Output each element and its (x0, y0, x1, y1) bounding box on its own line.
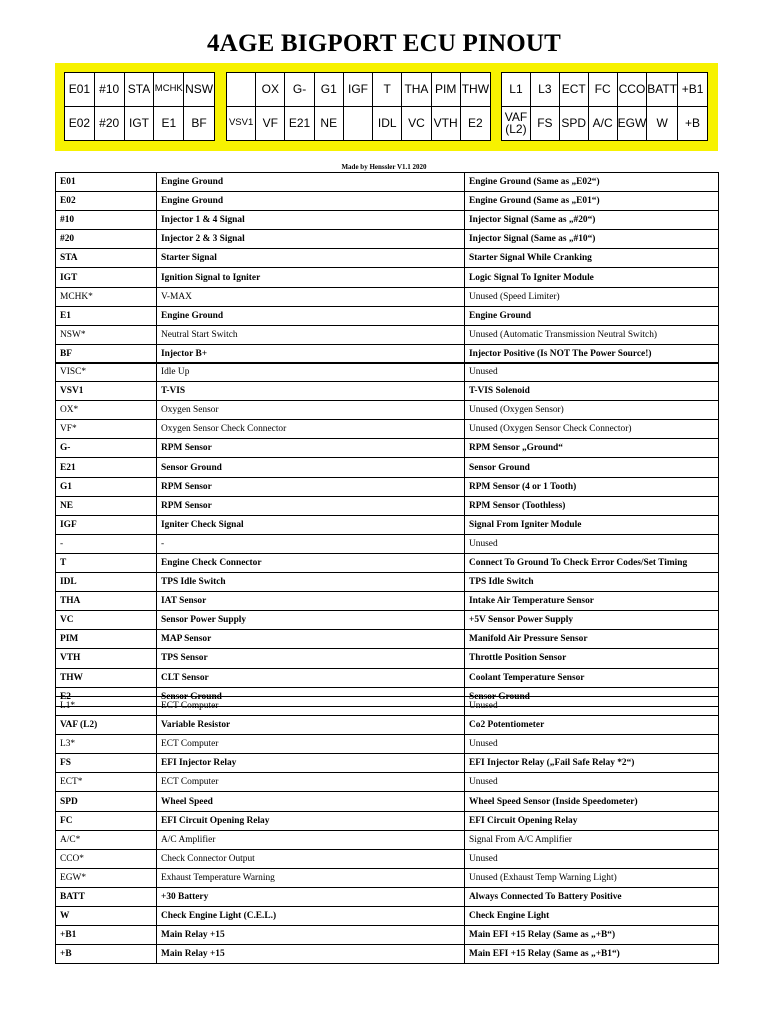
table-row (56, 534, 719, 553)
description-cell: Unused (Oxygen Sensor Check Connector) (465, 420, 719, 439)
description-cell: Unused (465, 534, 719, 553)
pin-cell: G1 (56, 477, 157, 496)
description-cell: Signal From Igniter Module (465, 515, 719, 534)
table-row (56, 192, 719, 211)
table-row (56, 945, 719, 964)
connector-pin: G- (285, 73, 314, 107)
description-cell: Unused (465, 697, 719, 716)
pinout-table-1 (55, 172, 719, 364)
connector-pin: L3 (531, 73, 560, 107)
description-cell: Starter Signal While Cranking (465, 249, 719, 268)
connector-pin: THA (402, 73, 431, 107)
description-cell: Main EFI +15 Relay (Same as „+B1“) (465, 945, 719, 964)
description-cell: +5V Sensor Power Supply (465, 611, 719, 630)
description-cell: Unused (Speed Limiter) (465, 287, 719, 306)
function-cell: - (157, 534, 465, 553)
pin-cell: G- (56, 439, 157, 458)
function-cell: Check Engine Light (C.E.L.) (157, 907, 465, 926)
description-cell: Unused (465, 849, 719, 868)
pin-cell: IGT (56, 268, 157, 287)
function-cell: Variable Resistor (157, 716, 465, 735)
function-cell: Sensor Power Supply (157, 611, 465, 630)
table-row (56, 306, 719, 325)
table-row (56, 630, 719, 649)
pin-cell: T (56, 553, 157, 572)
table-row (56, 420, 719, 439)
connector-pin: NSW (184, 73, 214, 107)
function-cell: Injector 1 & 4 Signal (157, 211, 465, 230)
connector-pin: IGT (125, 107, 155, 141)
table-row (56, 773, 719, 792)
function-cell: T-VIS (157, 382, 465, 401)
table-row (56, 573, 719, 592)
pin-cell: E2 (56, 687, 157, 706)
pin-cell: VC (56, 611, 157, 630)
connector-pin: E2 (468, 116, 483, 131)
description-cell: Coolant Temperature Sensor (465, 668, 719, 687)
function-cell: CLT Sensor (157, 668, 465, 687)
table-row (56, 401, 719, 420)
function-cell: Oxygen Sensor (157, 401, 465, 420)
description-cell: Co2 Potentiometer (465, 716, 719, 735)
function-cell: TPS Sensor (157, 649, 465, 668)
connector-pin: VAF (L2) (502, 107, 531, 141)
connector-pin: +B1 (678, 73, 707, 107)
table-row (56, 325, 719, 344)
table-row (56, 830, 719, 849)
pin-cell: BATT (56, 887, 157, 906)
description-cell: Sensor Ground (465, 458, 719, 477)
pin-cell: E21 (56, 458, 157, 477)
description-cell: Sensor Ground (465, 687, 719, 706)
description-cell: Main EFI +15 Relay (Same as „+B“) (465, 926, 719, 945)
credit-line: Made by Henssler V1.1 2020 (341, 163, 427, 171)
pin-cell: THA (56, 592, 157, 611)
connector-pin: A/C (589, 107, 618, 141)
pin-cell: OX* (56, 401, 157, 420)
table-row (56, 496, 719, 515)
pin-cell: E01 (56, 173, 157, 192)
table-row (56, 849, 719, 868)
function-cell: Main Relay +15 (157, 945, 465, 964)
description-cell: Injector Signal (Same as „#10“) (465, 230, 719, 249)
function-cell: ECT Computer (157, 773, 465, 792)
description-cell: Check Engine Light (465, 907, 719, 926)
function-cell: Injector 2 & 3 Signal (157, 230, 465, 249)
description-cell: Logic Signal To Igniter Module (465, 268, 719, 287)
connector-pin: G1 (315, 73, 344, 107)
description-cell: Connect To Ground To Check Error Codes/Set Timing (465, 553, 719, 572)
pin-cell: VISC* (56, 363, 157, 382)
table-row (56, 649, 719, 668)
connector-pin: +B (685, 116, 701, 131)
description-cell: RPM Sensor (4 or 1 Tooth) (465, 477, 719, 496)
description-cell: Always Connected To Battery Positive (465, 887, 719, 906)
pin-cell: A/C* (56, 830, 157, 849)
table-row (56, 439, 719, 458)
function-cell: ECT Computer (157, 697, 465, 716)
function-cell: Sensor Ground (157, 458, 465, 477)
pin-cell: W (56, 907, 157, 926)
table-row (56, 268, 719, 287)
function-cell: V-MAX (157, 287, 465, 306)
table-row (56, 754, 719, 773)
table-row (56, 668, 719, 687)
function-cell: TPS Idle Switch (157, 573, 465, 592)
connector-pin: THW (461, 73, 490, 107)
function-cell: Engine Ground (157, 192, 465, 211)
table-row (56, 211, 719, 230)
connector-pin: STA (125, 73, 155, 107)
description-cell: Unused (Oxygen Sensor) (465, 401, 719, 420)
connector-pin: VC (402, 107, 431, 141)
connector-pin: FS (531, 107, 560, 141)
pin-cell: ECT* (56, 773, 157, 792)
pin-cell: THW (56, 668, 157, 687)
connector-pin: #20 (95, 107, 125, 141)
function-cell: +30 Battery (157, 887, 465, 906)
pin-cell: CCO* (56, 849, 157, 868)
table-row (56, 716, 719, 735)
table-row (56, 926, 719, 945)
table-row (56, 553, 719, 572)
table-row (56, 363, 719, 382)
connector-pin (344, 107, 373, 141)
connector-pin: VSV1 (227, 107, 256, 141)
pin-cell: - (56, 534, 157, 553)
function-cell: Sensor Ground (157, 687, 465, 706)
function-cell: EFI Injector Relay (157, 754, 465, 773)
table-row (56, 477, 719, 496)
table-row (56, 592, 719, 611)
connector-block-1 (64, 72, 215, 141)
connector-pin: FC (589, 73, 618, 107)
description-cell: Engine Ground (465, 306, 719, 325)
pinout-table-3 (55, 696, 719, 964)
function-cell: A/C Amplifier (157, 830, 465, 849)
pin-cell: VTH (56, 649, 157, 668)
connector-pin: ECT (560, 73, 589, 107)
connector-pin: E02 (65, 107, 95, 141)
description-cell: RPM Sensor „Ground“ (465, 439, 719, 458)
description-cell: Wheel Speed Sensor (Inside Speedometer) (465, 792, 719, 811)
connector-pin: SPD (560, 107, 589, 141)
pin-cell: VSV1 (56, 382, 157, 401)
table-row (56, 515, 719, 534)
pin-cell: IGF (56, 515, 157, 534)
connector-pin: E21 (285, 107, 314, 141)
pin-cell: STA (56, 249, 157, 268)
table-row (56, 344, 719, 363)
table-row (56, 792, 719, 811)
description-cell: Manifold Air Pressure Sensor (465, 630, 719, 649)
function-cell: RPM Sensor (157, 477, 465, 496)
function-cell: Engine Ground (157, 306, 465, 325)
function-cell: Starter Signal (157, 249, 465, 268)
function-cell: Neutral Start Switch (157, 325, 465, 344)
pin-cell: EGW* (56, 868, 157, 887)
pin-cell: #20 (56, 230, 157, 249)
table-row (56, 382, 719, 401)
page-title: 4AGE BIGPORT ECU PINOUT (206, 30, 561, 57)
pin-cell: SPD (56, 792, 157, 811)
function-cell: Injector B+ (157, 344, 465, 363)
pin-cell: BF (56, 344, 157, 363)
table-row (56, 907, 719, 926)
description-cell: Unused (465, 773, 719, 792)
description-cell: Injector Signal (Same as „#20“) (465, 211, 719, 230)
pin-cell: #10 (56, 211, 157, 230)
function-cell: Exhaust Temperature Warning (157, 868, 465, 887)
table-row (56, 287, 719, 306)
connector-pin: W (647, 107, 678, 141)
pin-cell: FS (56, 754, 157, 773)
table-row (56, 735, 719, 754)
function-cell: ECT Computer (157, 735, 465, 754)
description-cell: Signal From A/C Amplifier (465, 830, 719, 849)
table-row (56, 887, 719, 906)
connector-pin: E1 (154, 107, 184, 141)
table-row (56, 611, 719, 630)
function-cell: Engine Check Connector (157, 553, 465, 572)
connector-pin: T (373, 73, 402, 107)
pin-cell: E02 (56, 192, 157, 211)
pin-cell: VAF (L2) (56, 716, 157, 735)
pin-cell: NE (56, 496, 157, 515)
pin-cell: FC (56, 811, 157, 830)
function-cell: Main Relay +15 (157, 926, 465, 945)
function-cell: MAP Sensor (157, 630, 465, 649)
description-cell: TPS Idle Switch (465, 573, 719, 592)
function-cell: IAT Sensor (157, 592, 465, 611)
connector-pin: IGF (344, 73, 373, 107)
description-cell: Engine Ground (Same as „E01“) (465, 192, 719, 211)
connector-pin: IDL (373, 107, 402, 141)
description-cell: Throttle Position Sensor (465, 649, 719, 668)
pin-cell: IDL (56, 573, 157, 592)
connector-pin: BATT (647, 73, 678, 107)
table-row (56, 868, 719, 887)
table-row (56, 458, 719, 477)
description-cell: RPM Sensor (Toothless) (465, 496, 719, 515)
connector-pin: VTH (432, 107, 461, 141)
description-cell: Injector Positive (Is NOT The Power Source!) (465, 344, 719, 363)
table-row (56, 173, 719, 192)
table-row (56, 230, 719, 249)
connector-pin: OX (256, 73, 285, 107)
description-cell: Engine Ground (Same as „E02“) (465, 173, 719, 192)
connector-pin: MCHK (154, 73, 184, 107)
function-cell: EFI Circuit Opening Relay (157, 811, 465, 830)
connector-pin: E01 (65, 73, 95, 107)
connector-pin: EGW (618, 107, 648, 141)
pin-cell: +B (56, 945, 157, 964)
table-row (56, 249, 719, 268)
connector-pin: PIM (432, 73, 461, 107)
connector-block-3 (501, 72, 708, 141)
description-cell: Unused (Automatic Transmission Neutral Switch) (465, 325, 719, 344)
pin-cell: L1* (56, 697, 157, 716)
pin-cell: +B1 (56, 926, 157, 945)
description-cell: Intake Air Temperature Sensor (465, 592, 719, 611)
connector-pin (227, 73, 256, 107)
description-cell: Unused (465, 363, 719, 382)
connector-pin: BF (191, 116, 207, 131)
pin-cell: MCHK* (56, 287, 157, 306)
connector-pin: VF (256, 107, 285, 141)
table-row (56, 697, 719, 716)
description-cell: EFI Injector Relay („Fail Safe Relay *2“) (465, 754, 719, 773)
connector-pin: L1 (502, 73, 531, 107)
pin-cell: NSW* (56, 325, 157, 344)
pin-cell: VF* (56, 420, 157, 439)
description-cell: Unused (465, 735, 719, 754)
pinout-table-2 (55, 362, 719, 707)
pin-cell: L3* (56, 735, 157, 754)
function-cell: Wheel Speed (157, 792, 465, 811)
ecu-connector-diagram (55, 63, 718, 151)
function-cell: Check Connector Output (157, 849, 465, 868)
description-cell: Unused (Exhaust Temp Warning Light) (465, 868, 719, 887)
function-cell: Engine Ground (157, 173, 465, 192)
function-cell: Oxygen Sensor Check Connector (157, 420, 465, 439)
pin-cell: E1 (56, 306, 157, 325)
function-cell: Igniter Check Signal (157, 515, 465, 534)
function-cell: Idle Up (157, 363, 465, 382)
connector-pin: #10 (95, 73, 125, 107)
connector-pin: CCO (618, 73, 648, 107)
pin-cell: PIM (56, 630, 157, 649)
description-cell: T-VIS Solenoid (465, 382, 719, 401)
connector-block-2 (226, 72, 491, 141)
function-cell: RPM Sensor (157, 496, 465, 515)
description-cell: EFI Circuit Opening Relay (465, 811, 719, 830)
function-cell: RPM Sensor (157, 439, 465, 458)
table-row (56, 811, 719, 830)
function-cell: Ignition Signal to Igniter (157, 268, 465, 287)
connector-pin: NE (315, 107, 344, 141)
